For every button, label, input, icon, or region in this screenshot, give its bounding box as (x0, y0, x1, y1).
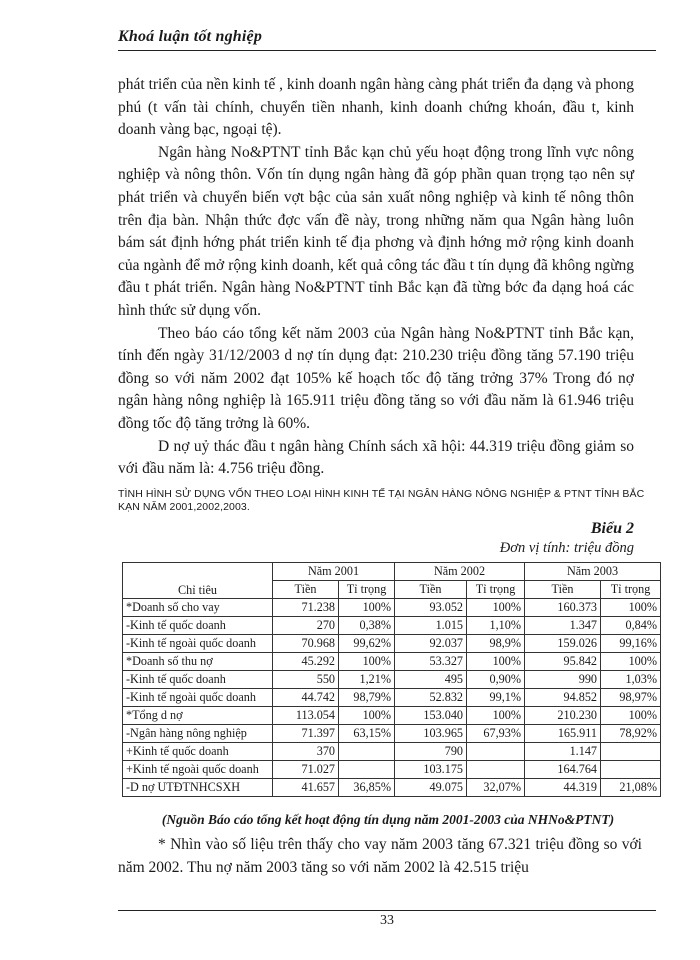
table-row (123, 599, 661, 617)
share-cell: 100% (339, 599, 395, 617)
share-cell: 1,03% (601, 671, 661, 689)
share-cell: 100% (601, 599, 661, 617)
paragraph-1: phát triển của nền kinh tế , kinh doanh ngân hàng càng phát triển đa dạng và phong phú (t vấn tài chính, chuyển tiền nhanh, kinh doanh chứng khoán, đầu t, kinh doanh vàng bạc, ngoại tệ). (118, 76, 634, 139)
amount-cell: 94.852 (525, 689, 601, 707)
share-header: Tỉ trọng (601, 581, 661, 599)
amount-cell: 52.832 (395, 689, 467, 707)
share-cell (339, 761, 395, 779)
table-row (123, 779, 661, 797)
amount-cell: 210.230 (525, 707, 601, 725)
table-row (123, 671, 661, 689)
header-divider (118, 50, 656, 51)
table-header-row-years (123, 563, 661, 581)
row-label: *Doanh số cho vay (123, 599, 273, 617)
amount-cell: 1.015 (395, 617, 467, 635)
share-cell: 99,1% (467, 689, 525, 707)
after-table-text (118, 833, 642, 879)
share-cell: 100% (467, 599, 525, 617)
table-body (123, 599, 661, 797)
share-cell: 32,07% (467, 779, 525, 797)
share-cell (601, 761, 661, 779)
amount-header: Tiền (273, 581, 339, 599)
amount-cell: 71.238 (273, 599, 339, 617)
amount-cell: 113.054 (273, 707, 339, 725)
amount-cell: 1.347 (525, 617, 601, 635)
share-cell: 67,93% (467, 725, 525, 743)
share-cell: 0,38% (339, 617, 395, 635)
table-row (123, 653, 661, 671)
year-header-2002: Năm 2002 (395, 563, 525, 581)
source-note: (Nguồn Báo cáo tổng kết hoạt động tín dụng năm 2001-2003 của NHNo&PTNT) (161, 812, 615, 827)
amount-cell: 44.319 (525, 779, 601, 797)
amount-cell: 53.327 (395, 653, 467, 671)
year-header-2001: Năm 2001 (273, 563, 395, 581)
amount-cell: 41.657 (273, 779, 339, 797)
share-cell: 36,85% (339, 779, 395, 797)
share-cell (601, 743, 661, 761)
share-cell: 78,92% (601, 725, 661, 743)
share-cell: 100% (601, 707, 661, 725)
data-table (122, 562, 661, 797)
amount-cell: 103.965 (395, 725, 467, 743)
amount-cell: 370 (273, 743, 339, 761)
year-header-2003: Năm 2003 (525, 563, 661, 581)
share-cell: 100% (339, 707, 395, 725)
row-label: -Kinh tế quốc doanh (123, 671, 273, 689)
row-label: -Kinh tế ngoài quốc doanh (123, 635, 273, 653)
row-label: -Kinh tế quốc doanh (123, 617, 273, 635)
row-label: *Tổng d nợ (123, 707, 273, 725)
paragraph-5: * Nhìn vào số liệu trên thấy cho vay năm 2003 tăng 67.321 triệu đồng so với năm 2002. Thu nợ năm 2003 tăng so với năm 2002 là 42.515 triệu (118, 836, 642, 876)
amount-cell: 165.911 (525, 725, 601, 743)
amount-cell: 990 (525, 671, 601, 689)
amount-cell: 95.842 (525, 653, 601, 671)
row-label: +Kinh tế ngoài quốc doanh (123, 761, 273, 779)
table-row (123, 617, 661, 635)
amount-header: Tiền (525, 581, 601, 599)
amount-cell: 93.052 (395, 599, 467, 617)
share-cell: 100% (601, 653, 661, 671)
share-cell: 98,79% (339, 689, 395, 707)
row-label: -D nợ UTĐTNHCSXH (123, 779, 273, 797)
amount-cell: 71.397 (273, 725, 339, 743)
share-cell (339, 743, 395, 761)
amount-cell: 103.175 (395, 761, 467, 779)
unit-label: Đơn vị tính: triệu đồng (499, 540, 634, 556)
body-text (118, 74, 634, 481)
amount-cell: 45.292 (273, 653, 339, 671)
share-cell (467, 743, 525, 761)
share-cell: 1,21% (339, 671, 395, 689)
share-cell: 98,9% (467, 635, 525, 653)
amount-cell: 1.147 (525, 743, 601, 761)
table-row (123, 635, 661, 653)
amount-header: Tiền (395, 581, 467, 599)
paragraph-4: D nợ uỷ thác đầu t ngân hàng Chính sách xã hội: 44.319 triệu đồng giảm so với đầu năm là: 4.756 triệu đồng. (118, 437, 634, 478)
table-row (123, 743, 661, 761)
amount-cell: 153.040 (395, 707, 467, 725)
amount-cell: 159.026 (525, 635, 601, 653)
row-label: +Kinh tế quốc doanh (123, 743, 273, 761)
share-cell: 99,62% (339, 635, 395, 653)
amount-cell: 160.373 (525, 599, 601, 617)
amount-cell: 71.027 (273, 761, 339, 779)
amount-cell: 70.968 (273, 635, 339, 653)
share-cell: 0,84% (601, 617, 661, 635)
share-header: Tỉ trọng (339, 581, 395, 599)
document-header-title: Khoá luận tốt nghiệp (118, 28, 263, 45)
table-row (123, 707, 661, 725)
share-cell: 100% (467, 707, 525, 725)
share-cell: 98,97% (601, 689, 661, 707)
share-cell: 0,90% (467, 671, 525, 689)
row-label: -Kinh tế ngoài quốc doanh (123, 689, 273, 707)
share-cell (467, 761, 525, 779)
paragraph-3: Theo báo cáo tổng kết năm 2003 của Ngân hàng No&PTNT tỉnh Bắc kạn, tính đến ngày 31/12/2003 d nợ tín dụng đạt: 210.230 triệu đồng tăng 57.190 triệu đồng so với năm 2002 đạt 105% kế hoạch tốc độ tăng trởng 37% Trong đó nợ ngân hàng nông nghiệp là 165.911 triệu đồng tăng so với đầu năm là 61.946 triệu đồng tốc độ tăng trởng là 60%. (118, 324, 634, 432)
share-cell: 100% (467, 653, 525, 671)
amount-cell: 790 (395, 743, 467, 761)
footer-divider (118, 910, 656, 911)
share-cell: 99,16% (601, 635, 661, 653)
share-header: Tỉ trọng (467, 581, 525, 599)
amount-cell: 44.742 (273, 689, 339, 707)
share-cell: 63,15% (339, 725, 395, 743)
share-cell: 100% (339, 653, 395, 671)
paragraph-2: Ngân hàng No&PTNT tỉnh Bắc kạn chủ yếu hoạt động trong lĩnh vực nông nghiệp và nông thôn. Vốn tín dụng ngân hàng đã góp phần quan trọng tạo nên sự phát triển và chuyển biến vợt bậc của sản xuất nông nghiệp và kinh tế nông thôn trên địa bàn. Nhận thức đợc vấn đề này, trong những năm qua Ngân hàng luôn bám sát định hớng phát triển kinh tế địa phơng và định hớng mở rộng kinh doanh của ngành để mở rộng kinh doanh, kết quả công tác đầu t tín dụng đã không ngừng đầu t phát triển. Ngân hàng No&PTNT tỉnh Bắc kạn đã từng bớc đa dạng hoá các hình thức sử dụng vốn. (118, 143, 634, 319)
table-row (123, 725, 661, 743)
amount-cell: 164.764 (525, 761, 601, 779)
chart-label: Biểu 2 (590, 520, 634, 537)
row-label: *Doanh số thu nợ (123, 653, 273, 671)
amount-cell: 92.037 (395, 635, 467, 653)
amount-cell: 495 (395, 671, 467, 689)
share-cell: 21,08% (601, 779, 661, 797)
share-cell: 1,10% (467, 617, 525, 635)
amount-cell: 270 (273, 617, 339, 635)
table-row (123, 689, 661, 707)
table-row (123, 761, 661, 779)
table-caption: TÌNH HÌNH SỬ DỤNG VỐN THEO LOẠI HÌNH KINH TẾ TẠI NGÂN HÀNG NÔNG NGHIỆP & PTNT TỈNH BẮC KẠN NĂM 2001,2002,2003. (118, 488, 645, 513)
indicator-header: Chỉ tiêu (123, 563, 273, 599)
amount-cell: 550 (273, 671, 339, 689)
page-number: 33 (380, 913, 394, 928)
amount-cell: 49.075 (395, 779, 467, 797)
row-label: -Ngân hàng nông nghiệp (123, 725, 273, 743)
